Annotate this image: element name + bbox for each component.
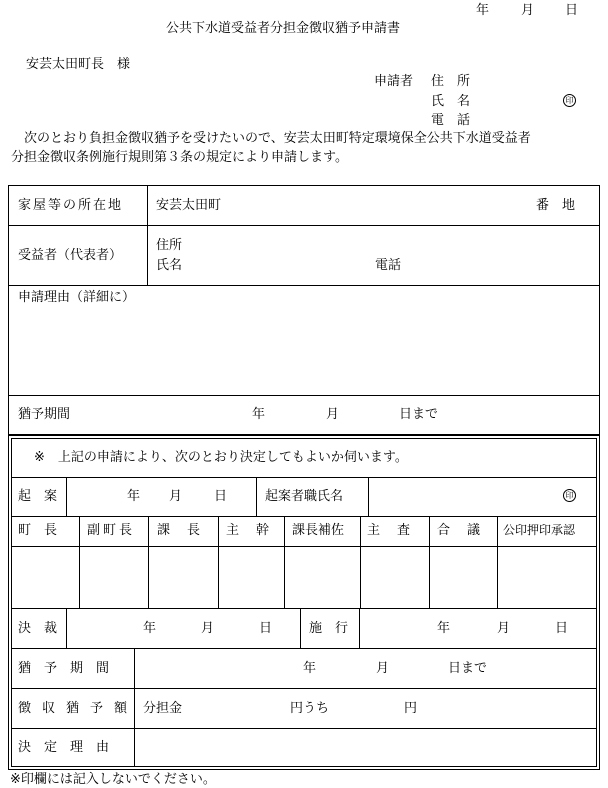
- location-label: 家屋等の所在地: [18, 198, 124, 213]
- drafter-seal-icon: 印: [563, 489, 576, 502]
- approver-mayor: 町 長: [18, 523, 58, 538]
- approval-year: 年: [143, 621, 157, 636]
- date-year: 年: [476, 3, 490, 18]
- amount-yen: 円: [404, 701, 418, 716]
- drafter-label: 起案者職氏名: [265, 489, 344, 504]
- form-title: 公共下水道受益者分担金徴収猶予申請書: [166, 21, 401, 36]
- applicant-seal-icon: 印: [563, 94, 576, 107]
- request-text-line1: 次のとおり負担金徴収猶予を受けたいので、安芸太田町特定環境保全公共下水道受益者: [11, 131, 531, 146]
- approver-assistant-chief: 課長補佐: [292, 523, 345, 538]
- period-month: 月: [326, 407, 340, 422]
- enforce-label: 施 行: [309, 621, 349, 636]
- draft-day: 日: [214, 489, 228, 504]
- approval-label: 決 裁: [18, 621, 58, 636]
- decision-table-inner: [11, 438, 597, 767]
- period-year: 年: [252, 407, 266, 422]
- request-text-line2: 分担金徴収条例施行規則第３条の規定により申請します。: [11, 150, 348, 165]
- draft-year: 年: [127, 489, 141, 504]
- applicant-label: 申請者: [374, 74, 414, 89]
- decision-reason-label: 決 定 理 由: [18, 740, 110, 755]
- enforce-day: 日: [555, 621, 569, 636]
- addressee: 安芸太田町長 様: [26, 57, 131, 72]
- applicant-phone-label: 電 話: [431, 113, 471, 128]
- date-day: 日: [565, 3, 579, 18]
- date-month: 月: [521, 3, 535, 18]
- footnote: ※印欄には記入しないでください。: [10, 772, 216, 787]
- approval-month: 月: [201, 621, 215, 636]
- period-until: 日まで: [399, 407, 439, 422]
- approver-director: 主 幹: [226, 523, 272, 538]
- decision-note: ※ 上記の申請により、次のとおり決定してもよいか伺います。: [34, 450, 408, 465]
- draft-month: 月: [169, 489, 183, 504]
- decision-period-year: 年: [303, 661, 317, 676]
- approver-deputy-mayor: 副町長: [87, 523, 136, 538]
- reason-field[interactable]: [9, 306, 599, 394]
- approval-day: 日: [259, 621, 273, 636]
- beneficiary-phone-label: 電話: [375, 258, 402, 273]
- approver-supervisor: 主 査: [367, 523, 413, 538]
- beneficiary-label: 受益者（代表者）: [18, 248, 123, 263]
- amount-label: 徴 収 猶 予 額: [18, 701, 127, 716]
- beneficiary-address-label: 住所: [156, 238, 183, 253]
- decision-period-label: 猶 予 期 間: [18, 661, 110, 676]
- approver-consultation: 合 議: [437, 523, 483, 538]
- amount-of: 円うち: [290, 701, 330, 716]
- applicant-address-label: 住 所: [431, 74, 471, 89]
- period-label: 猶予期間: [18, 407, 71, 422]
- decision-period-until: 日まで: [448, 661, 488, 676]
- approver-official-seal: 公印押印承認: [503, 523, 576, 537]
- enforce-month: 月: [497, 621, 511, 636]
- decision-period-month: 月: [376, 661, 390, 676]
- beneficiary-name-label: 氏名: [156, 258, 183, 273]
- location-banchi: 番 地: [536, 198, 576, 213]
- reason-label: 申請理由（詳細に）: [18, 290, 136, 305]
- applicant-name-label: 氏 名: [431, 94, 471, 109]
- draft-label: 起 案: [18, 489, 58, 504]
- location-town[interactable]: 安芸太田町: [156, 198, 222, 213]
- approver-section-chief: 課 長: [157, 523, 203, 538]
- amount-prefix: 分担金: [143, 701, 183, 716]
- enforce-year: 年: [437, 621, 451, 636]
